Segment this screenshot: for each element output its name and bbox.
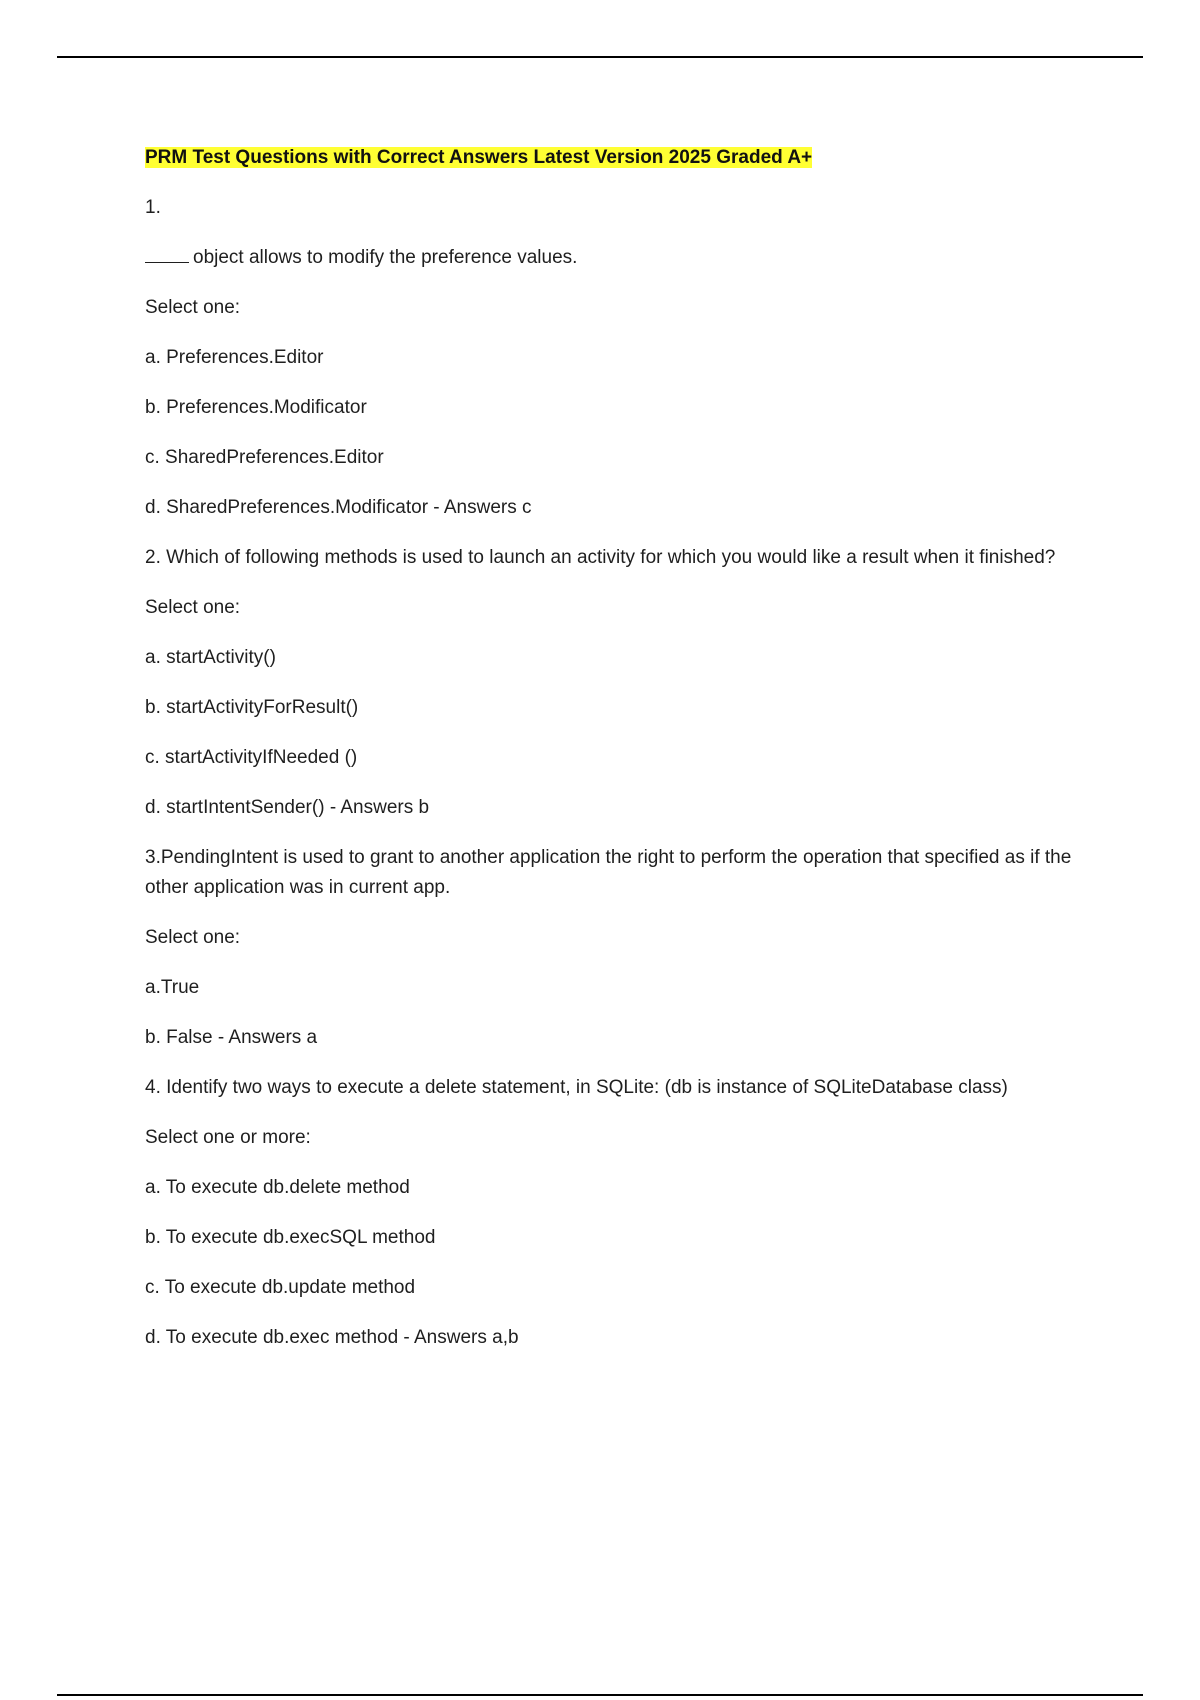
option-b: b. Preferences.Modificator — [145, 397, 367, 418]
option-c: c. SharedPreferences.Editor — [145, 447, 384, 468]
option-b: b. startActivityForResult() — [145, 697, 359, 718]
option-c: c. To execute db.update method — [145, 1277, 416, 1298]
select-instruction: Select one: — [145, 597, 241, 618]
question-4 — [145, 1073, 1085, 1353]
question-text: object allows to modify the preference values. — [145, 243, 1085, 273]
title-block — [145, 143, 1085, 173]
question-text: 3.PendingIntent is used to grant to another application the right to perform the operation that specified as if the other application was in current app. — [145, 847, 1072, 898]
question-text: 4. Identify two ways to execute a delete statement, in SQLite: (db is instance of SQLiteDatabase class) — [145, 1077, 1008, 1098]
option-d-answer: d. To execute db.exec method - Answers a,b — [145, 1327, 519, 1348]
select-instruction: Select one: — [145, 297, 241, 318]
option-b: b. To execute db.execSQL method — [145, 1227, 436, 1248]
footer-rule — [57, 1694, 1143, 1696]
option-a: a. Preferences.Editor — [145, 347, 324, 368]
blank-line — [145, 244, 189, 263]
option-c: c. startActivityIfNeeded () — [145, 747, 358, 768]
select-instruction: Select one: — [145, 927, 241, 948]
option-d-answer: d. startIntentSender() - Answers b — [145, 797, 430, 818]
option-a: a.True — [145, 977, 200, 998]
option-a: a. startActivity() — [145, 647, 276, 668]
option-a: a. To execute db.delete method — [145, 1177, 410, 1198]
question-1 — [145, 193, 1085, 523]
option-b-answer: b. False - Answers a — [145, 1027, 318, 1048]
header-rule — [57, 56, 1143, 58]
document-body — [145, 143, 1085, 1373]
select-instruction: Select one or more: — [145, 1127, 311, 1148]
question-2 — [145, 543, 1085, 823]
document-title: PRM Test Questions with Correct Answers Latest Version 2025 Graded A+ — [145, 147, 813, 168]
option-d-answer: d. SharedPreferences.Modificator - Answers c — [145, 497, 532, 518]
question-number: 1. — [145, 197, 161, 218]
question-text: 2. Which of following methods is used to launch an activity for which you would like a result when it finished? — [145, 547, 1056, 568]
question-3 — [145, 843, 1085, 1053]
